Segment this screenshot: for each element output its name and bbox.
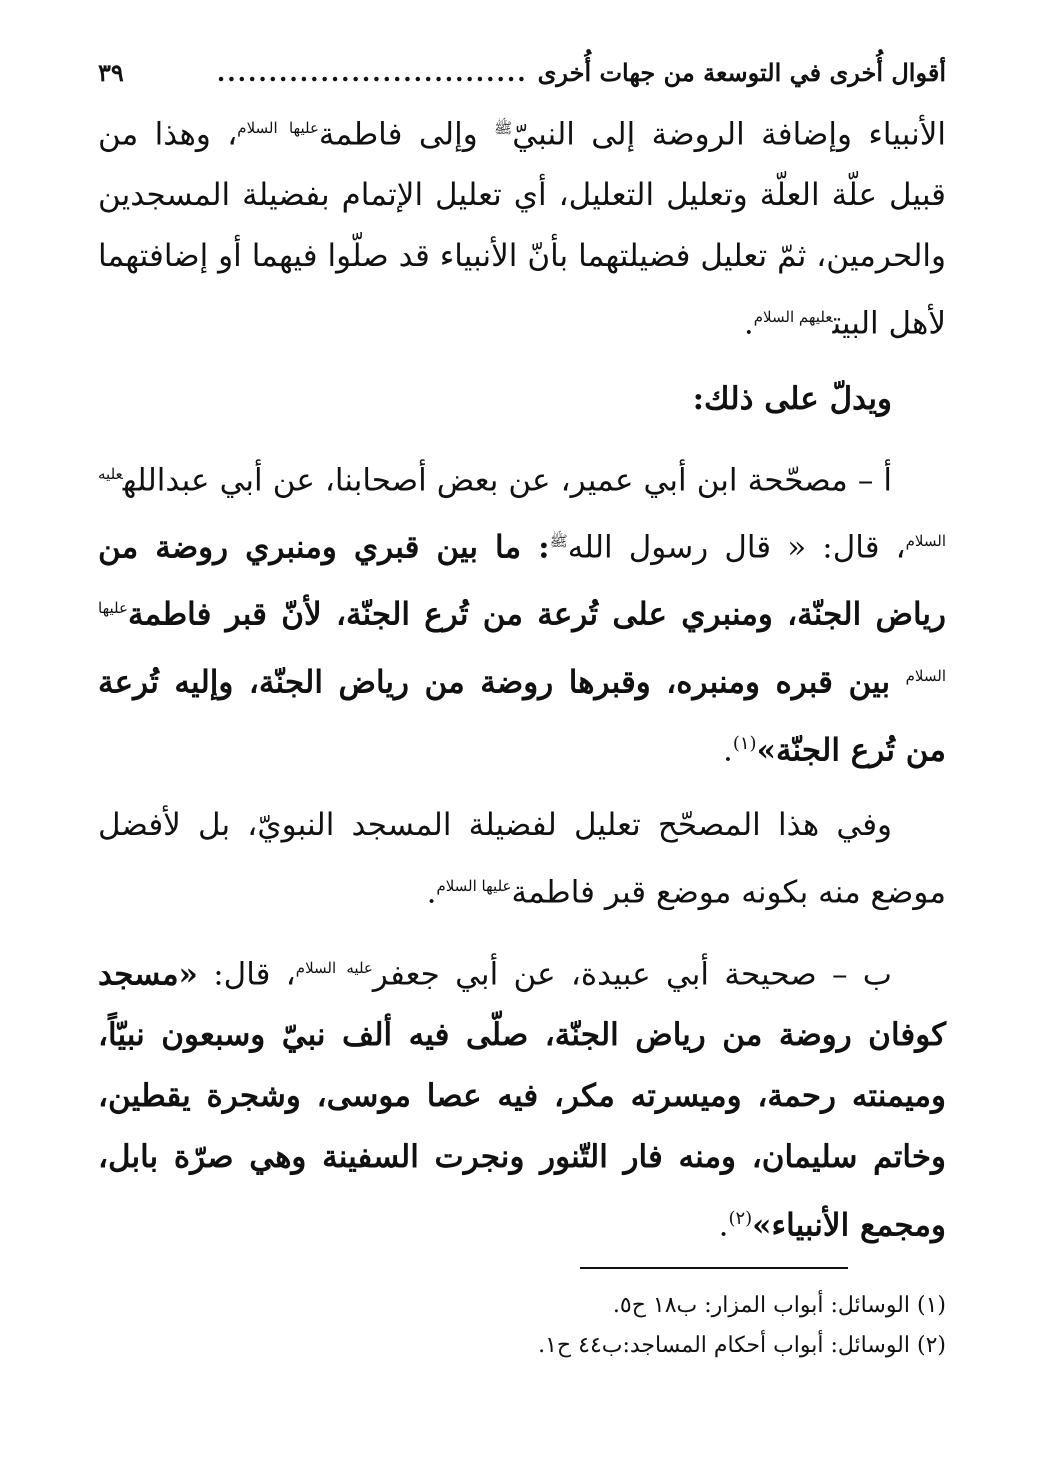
section-heading: ويدلّ على ذلك: bbox=[692, 380, 892, 417]
footnote-ref-1[interactable]: (١) bbox=[732, 732, 757, 754]
footnote-ref-2[interactable]: (٢) bbox=[728, 1207, 753, 1229]
footnote-divider bbox=[580, 1267, 848, 1269]
footnote-1: (١) الوسائل: أبواب المزار: ب١٨ ح٥. bbox=[612, 1293, 946, 1318]
p1-text-b: وإلى فاطمة bbox=[318, 116, 495, 153]
running-header bbox=[98, 52, 946, 92]
paragraph-3 bbox=[98, 795, 946, 923]
header-dots: .............................. bbox=[216, 57, 528, 87]
p2-text-e: . bbox=[722, 732, 733, 769]
honorific-nabi-2: ﷺ bbox=[549, 531, 568, 550]
paragraph-4 bbox=[98, 938, 946, 1257]
p4-text-a: ب – صحيحة أبي عبيدة، عن أبي جعفر bbox=[372, 955, 892, 992]
p2-quote-a: : ما بين قبري ومنبري روضة من رياض الجنّة، ومنبري على تُرعة من تُرع الجنّة، لأنّ قبر فاطمة bbox=[98, 529, 946, 633]
paragraph-2 bbox=[98, 444, 946, 782]
footnote-2: (٢) الوسائل: أبواب أحكام المساجد:ب٤٤ ح١. bbox=[538, 1333, 946, 1358]
page-number: ٣٩ bbox=[98, 57, 124, 87]
honorific-nabi: ﷺ bbox=[494, 119, 513, 137]
paragraph-1 bbox=[98, 98, 946, 355]
p1-text-c: ، وهذا من قبيل علّة العلّة وتعليل التعليل، أي تعليل الإتمام بفضيلة المسجدين والحرمين، ثمّ تعليل فضيلتهما بأنّ الأنبياء قد صلّوا فيهما أو إضافتهما لأهل البيت bbox=[98, 116, 946, 342]
honorific-salam-m-2: عليه السلام bbox=[295, 958, 373, 977]
honorific-salam-2: عليها السلام bbox=[98, 599, 946, 685]
p3-text-a: وفي هذا المصحّح تعليل لفضيلة المسجد النبويّ، بل لأفضل موضع منه بكونه موضع قبر فاطمة bbox=[98, 807, 946, 911]
honorific-salam: عليها السلام bbox=[237, 119, 319, 137]
p2-quote-b: بين قبره ومنبره، وقبرها روضة من رياض الجنّة، وإليه تُرعة من تُرع الجنّة» bbox=[98, 663, 946, 769]
footnotes bbox=[98, 1286, 946, 1366]
p2-text-b: ، قال: « قال رسول الله bbox=[567, 529, 906, 566]
honorific-salam-m: عليه السلام bbox=[98, 464, 946, 550]
p1-text-a: الأنبياء وإضافة الروضة إلى النبيّ bbox=[512, 116, 947, 153]
p4-quote: «مسجد كوفان روضة من رياض الجنّة، صلّى فيه ألف نبيّ وسبعون نبيّاً، وميمنته رحمة، وميسرته مكر، فيه عصا موسى، وشجرة يقطين، وخاتم سليمان، ومنه فار التّنور ونجرت السفينة وهي صرّة بابل، ومجمع الأنبياء» bbox=[98, 955, 946, 1244]
p1-text-d: . bbox=[743, 305, 754, 342]
p3-text-b: . bbox=[426, 874, 437, 911]
page-body bbox=[98, 52, 946, 1256]
p2-text-a: أ – مصحّحة ابن أبي عمير، عن بعض أصحابنا، عن أبي عبدالله bbox=[122, 461, 892, 498]
header-title: أقوال أُخرى في التوسعة من جهات أُخرى bbox=[537, 57, 946, 87]
honorific-salam-3: عليها السلام bbox=[436, 877, 512, 896]
p4-text-e: . bbox=[718, 1207, 729, 1244]
honorific-salam-pl: عليهم السلام bbox=[753, 308, 833, 327]
p4-text-b: ، قال: bbox=[197, 955, 296, 992]
